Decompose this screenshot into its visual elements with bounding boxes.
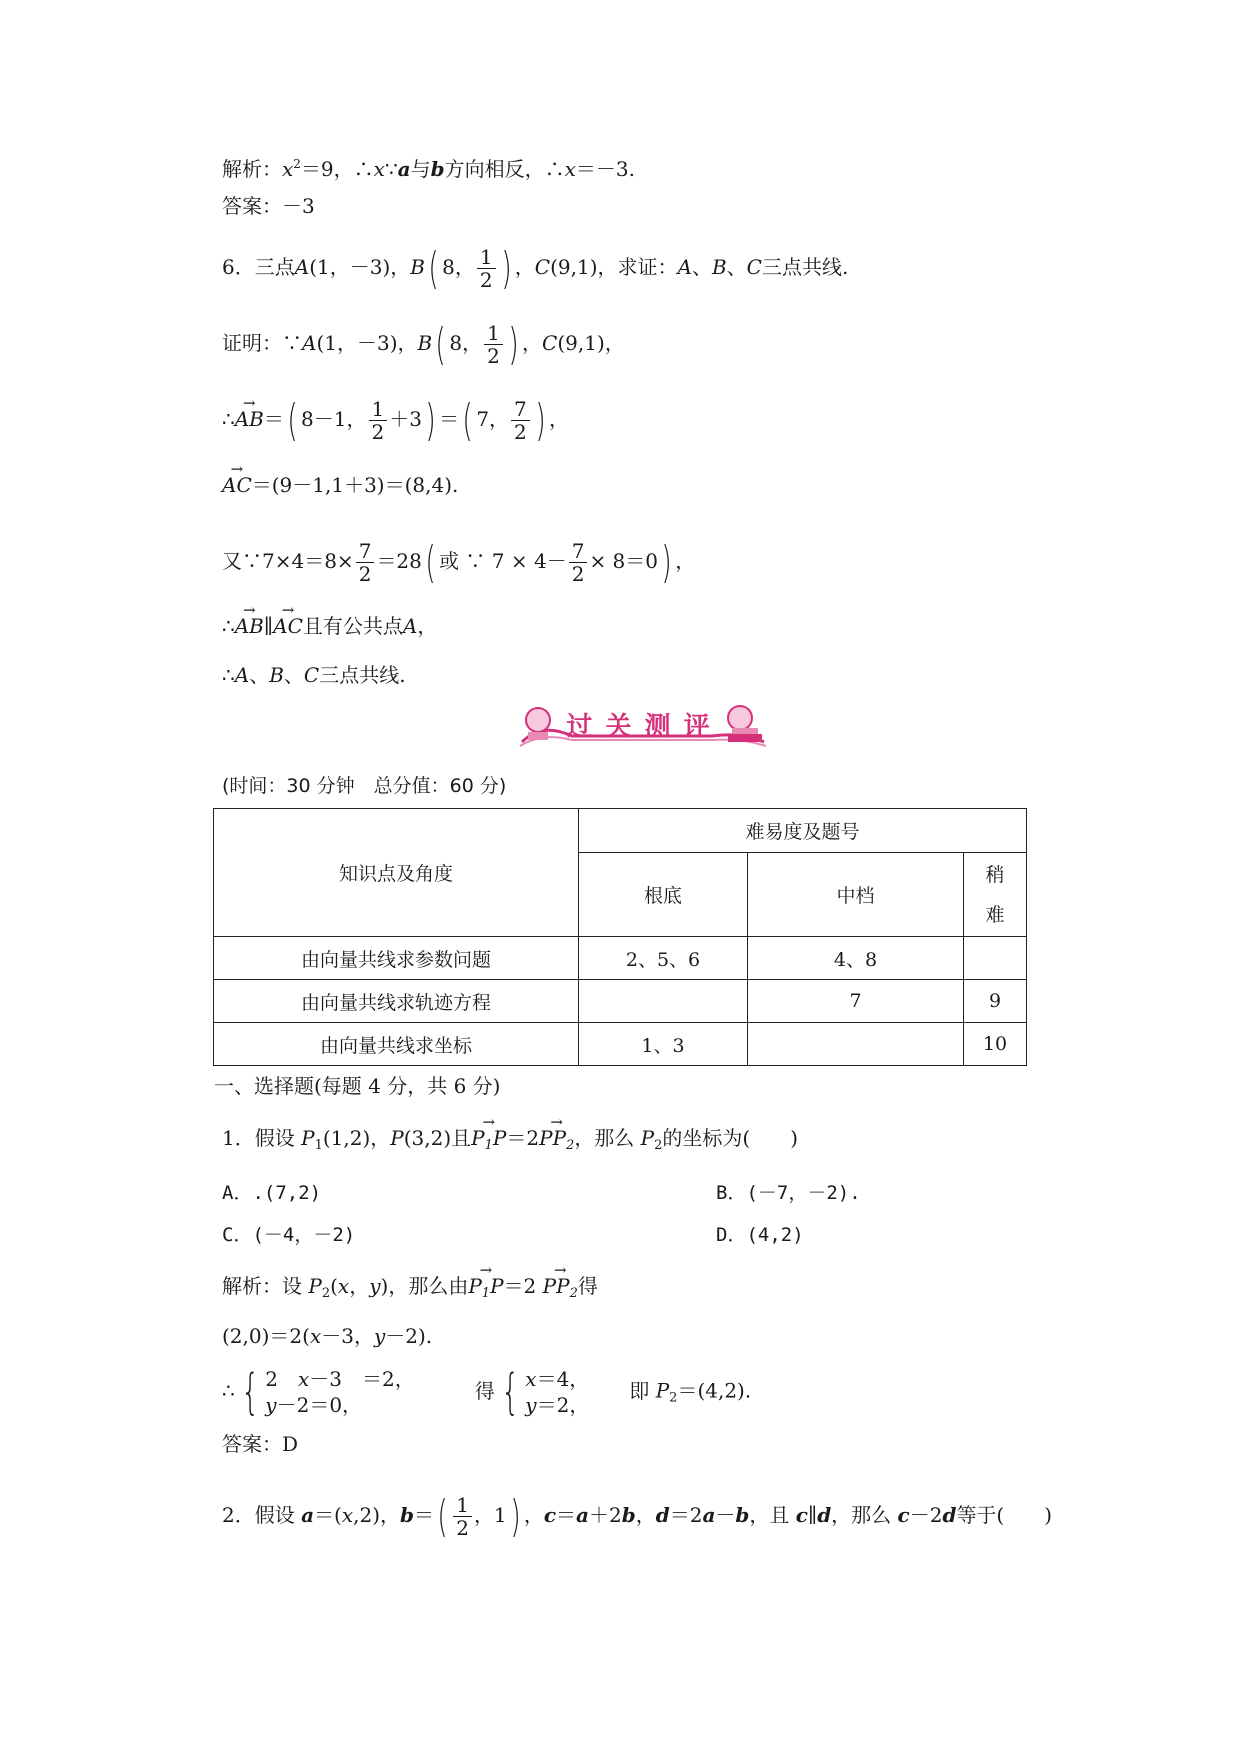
paren-right: ) [501, 242, 512, 294]
var-x: x [525, 1367, 537, 1391]
subscript: 1 [484, 1138, 493, 1153]
paren-right: ) [425, 394, 436, 446]
subscript: 2 [669, 1390, 678, 1406]
section-banner [502, 702, 778, 752]
text: ＝( [314, 1503, 342, 1527]
question-number: 6．三点 [222, 255, 295, 279]
parallel-symbol: ∥ [263, 614, 274, 638]
fraction [569, 540, 588, 585]
text: ， [349, 1274, 370, 1298]
proof-line-2 [222, 394, 569, 446]
text: 7， [476, 407, 510, 431]
therefore-symbol: ∴ [222, 614, 235, 638]
text: 等于( ) [956, 1503, 1053, 1527]
numerator: 7 [569, 540, 588, 563]
text: ＝9，∴ [300, 157, 374, 181]
label: 证明：∵ [222, 331, 302, 355]
text: 得 [474, 1378, 495, 1403]
vector-ac: → AC [222, 471, 252, 499]
var-x: x [298, 1367, 310, 1391]
text: ＝ [439, 407, 460, 431]
cell-basic: 2、5、6 [579, 937, 748, 980]
numerator: 7 [356, 540, 375, 563]
point-p: P [390, 1126, 404, 1150]
paren-right: ) [510, 1490, 521, 1542]
answer-value: D [282, 1432, 299, 1456]
text: (1,2)， [322, 1126, 391, 1150]
text: )，那么由 [380, 1274, 469, 1298]
cell-hard: 9 [964, 980, 1027, 1023]
vector-c: c [795, 1503, 808, 1527]
cell-medium: 4、8 [748, 937, 964, 980]
subscript: 1 [481, 1286, 491, 1301]
text: 1．假设 [222, 1126, 302, 1150]
paren-left: ( [462, 394, 473, 446]
vector-pp2 [539, 1124, 574, 1160]
point-b: B [417, 331, 433, 355]
denominator: 2 [456, 1516, 469, 1540]
label: 解析： [222, 157, 282, 181]
text: ＝ [556, 1503, 577, 1527]
proof-line-4 [222, 536, 696, 588]
point-c: C [303, 663, 320, 687]
therefore-symbol: ∴ [222, 1378, 235, 1403]
fraction [369, 398, 388, 443]
point-a: A [294, 255, 310, 279]
vector-a: a [702, 1503, 716, 1527]
text: － [715, 1503, 736, 1527]
var-x: x [341, 1503, 354, 1527]
therefore-symbol: ∴ [222, 407, 235, 431]
label: 答案： [222, 194, 282, 218]
coord: (1，－3)， [309, 255, 411, 279]
text: －3， [321, 1324, 374, 1348]
numerator: 1 [453, 1494, 472, 1517]
vec-part: P [490, 1274, 504, 1298]
text: ，那么 [831, 1503, 898, 1527]
because-symbol: ∵ [384, 157, 398, 181]
text: 或 ∵ 7 × 4－ [439, 549, 567, 573]
text: 方向相反，∴ [444, 157, 565, 181]
point-a: A [302, 331, 317, 355]
var-y: y [525, 1393, 537, 1417]
text: ,2)， [353, 1503, 401, 1527]
point-b: B [269, 663, 284, 687]
banner-title: 过 关 测 评 [566, 712, 712, 742]
text: ＝ [414, 1503, 435, 1527]
var-y: y [265, 1393, 277, 1417]
denominator: 2 [479, 268, 493, 292]
vector-p1p [468, 1272, 503, 1308]
paren-left: ( [428, 242, 439, 294]
table-header-row [214, 809, 1027, 853]
answer-1 [222, 1430, 298, 1458]
header-basic: 根底 [579, 853, 748, 937]
vec-part: PP [542, 1274, 570, 1298]
text: ， [548, 407, 569, 431]
text: －2 [909, 1503, 943, 1527]
numerator: 7 [511, 398, 530, 421]
solution-1-line-3 [222, 1366, 751, 1418]
header-topic: 知识点及角度 [214, 809, 579, 937]
knowledge-table [213, 808, 1027, 1066]
vec-part: P [492, 1126, 507, 1150]
var-y: y [369, 1274, 381, 1298]
var-x: x [337, 1274, 350, 1298]
point-c: C [746, 255, 762, 279]
solution-line-5 [222, 150, 635, 183]
cell-medium: 7 [748, 980, 964, 1023]
text: 、 [283, 663, 304, 687]
paren-left: ( [425, 536, 436, 588]
therefore-symbol: ∴ [222, 663, 235, 687]
vector-pp2 [543, 1272, 578, 1308]
point-b: B [711, 255, 727, 279]
text: 、 [691, 255, 712, 279]
point-p2: P [640, 1126, 655, 1150]
point-c: C [534, 255, 551, 279]
text: 8－1， [301, 407, 367, 431]
text: ＋2 [589, 1503, 622, 1527]
text: ＝2， [536, 1393, 590, 1417]
text: 三点共线. [319, 663, 406, 687]
paren-left: ( [437, 1490, 448, 1542]
table-row [214, 1023, 1027, 1066]
paren-right: ) [535, 394, 546, 446]
coord: (9,1)， [557, 331, 625, 355]
text: (2,0)＝2( [222, 1324, 310, 1348]
option-c: C．(－4，－2) [222, 1224, 356, 1246]
table-row [214, 980, 1027, 1023]
vector-ab: → AB [235, 612, 264, 640]
equation-system [525, 1366, 589, 1418]
vec-part: P [471, 1126, 485, 1150]
cell-topic: 由向量共线求坐标 [214, 1023, 579, 1066]
text: 2 [265, 1367, 299, 1391]
text: ，1 [473, 1503, 507, 1527]
fraction [453, 1494, 472, 1539]
question-2 [222, 1490, 1053, 1542]
text: 、 [249, 663, 270, 687]
vector-b: b [430, 157, 445, 181]
text: ＝(4,2). [677, 1378, 752, 1403]
text: －2＝0， [276, 1393, 363, 1417]
vector-d: d [817, 1503, 832, 1527]
table-row [214, 937, 1027, 980]
option-b: B．(－7，－2). [716, 1182, 861, 1204]
vector-c: c [543, 1503, 557, 1527]
denominator: 2 [571, 562, 585, 586]
vector-ac: → AC [273, 612, 303, 640]
proof-line-3 [222, 471, 458, 499]
fraction [484, 322, 503, 367]
header-hard-2: 难 [985, 903, 1005, 926]
vector-p1p [471, 1124, 506, 1160]
vector-c: c [897, 1503, 910, 1527]
text: 三点共线. [761, 255, 849, 279]
proof-line-6 [222, 661, 406, 689]
text: ，且 [749, 1503, 796, 1527]
vector-b: b [621, 1503, 636, 1527]
paren-right: ) [508, 318, 519, 370]
text: ＝28 [376, 549, 422, 573]
var-x: x [564, 157, 576, 181]
header-hard-1: 稍 [985, 863, 1005, 886]
point-p2: P [308, 1274, 322, 1298]
text: ， [523, 1503, 544, 1527]
text: ＝2 [503, 1274, 543, 1298]
text: × 8＝0 [589, 549, 659, 573]
vector-a: a [576, 1503, 589, 1527]
subscript: 2 [566, 1138, 575, 1153]
cell-basic: 1、3 [579, 1023, 748, 1066]
text: (9,1)，求证： [550, 255, 678, 279]
vector-a: a [301, 1503, 315, 1527]
equation-system [265, 1366, 414, 1418]
subscript: 1 [314, 1138, 323, 1153]
vector-b: b [735, 1503, 750, 1527]
point-p2: P [655, 1378, 670, 1403]
text: 与 [410, 157, 431, 181]
text: ＝ [263, 407, 284, 431]
text: ＋3 [389, 407, 422, 431]
text: ＝(9－1,1＋3)＝(8,4). [251, 473, 459, 497]
var-x: x [373, 157, 385, 181]
var-x: x [282, 157, 294, 181]
option-d: D．(4,2) [716, 1224, 804, 1246]
cell-hard [964, 937, 1027, 980]
cell-topic: 由向量共线求轨迹方程 [214, 980, 579, 1023]
paren-left: ( [435, 318, 446, 370]
fraction [356, 540, 375, 585]
text: 且有公共点 [302, 614, 403, 638]
subscript: 2 [654, 1138, 663, 1153]
numerator: 1 [369, 398, 388, 421]
text: ， [417, 614, 438, 638]
denominator: 2 [371, 420, 385, 444]
section-heading: 一、选择题(每题 4 分，共 6 分) [214, 1074, 501, 1098]
header-hard [964, 853, 1027, 937]
vec-part: PP [539, 1126, 567, 1150]
answer-line-5 [222, 192, 315, 220]
text: ， [514, 255, 535, 279]
solution-1-line-1 [222, 1272, 598, 1308]
vector-d: d [655, 1503, 670, 1527]
question-1 [222, 1124, 798, 1160]
point-b: B [410, 255, 425, 279]
point-a: A [677, 255, 692, 279]
subscript: 2 [569, 1286, 578, 1301]
text: ， [635, 1503, 656, 1527]
text: －2). [385, 1324, 433, 1348]
text: ( [330, 1274, 338, 1298]
text: 2．假设 [222, 1503, 302, 1527]
vector-ab: → AB [235, 405, 264, 433]
denominator: 2 [487, 344, 500, 368]
parallel-symbol: ∥ [807, 1503, 818, 1527]
header-difficulty: 难易度及题号 [579, 809, 1027, 853]
vector-d: d [942, 1503, 957, 1527]
coord: (1，－3)， [316, 331, 418, 355]
fraction [477, 246, 496, 291]
point-a: A [234, 663, 250, 687]
question-6 [222, 242, 849, 294]
header-medium: 中档 [748, 853, 964, 937]
cell-medium [748, 1023, 964, 1066]
coord: 8， [449, 331, 483, 355]
coord: 8， [442, 255, 475, 279]
paren-right: ) [661, 536, 672, 588]
text: 得 [577, 1274, 598, 1298]
answer-value: －3 [282, 194, 315, 218]
option-a: A．.(7,2) [222, 1182, 322, 1204]
point-p1: P [301, 1126, 315, 1150]
numerator: 1 [477, 246, 496, 269]
text: 又∵7×4＝8× [222, 549, 354, 573]
solution-1-line-2 [222, 1322, 432, 1350]
brace-left: { [240, 1364, 260, 1420]
text: 、 [726, 255, 747, 279]
paren-left: ( [287, 394, 298, 446]
text: ＝4， [536, 1367, 590, 1391]
label: 答案： [222, 1432, 282, 1456]
denominator: 2 [514, 420, 527, 444]
cell-basic [579, 980, 748, 1023]
vector-a: a [397, 157, 411, 181]
proof-line-5 [222, 612, 437, 640]
subscript: 2 [321, 1286, 331, 1301]
var-x: x [309, 1324, 322, 1348]
text: ，那么 [574, 1126, 641, 1150]
numerator: 1 [484, 322, 503, 345]
text: 解析：设 [222, 1274, 309, 1298]
text: ， [675, 549, 696, 573]
text: (3,2)且 [403, 1126, 472, 1150]
brace-left: { [500, 1364, 520, 1420]
var-y: y [373, 1324, 386, 1348]
text: －3 ＝2， [309, 1367, 415, 1391]
cell-hard: 10 [964, 1023, 1027, 1066]
proof-line-1: 证明：∵A(1，－3)，B( 8， $\frac{1}{2}$ ) ，C(9,1)， [222, 318, 625, 370]
fraction [511, 398, 530, 443]
text: 的坐标为( ) [662, 1126, 799, 1150]
text: 即 [629, 1378, 656, 1403]
text: ＝－3. [575, 157, 635, 181]
cell-topic: 由向量共线求参数问题 [214, 937, 579, 980]
denominator: 2 [358, 562, 372, 586]
vector-b: b [400, 1503, 415, 1527]
superscript: 2 [293, 157, 301, 171]
text: ＝2 [669, 1503, 703, 1527]
point-a: A [402, 614, 418, 638]
time-info: (时间：30 分钟 总分值：60 分) [222, 775, 507, 797]
point-c: C [542, 331, 558, 355]
text: ＝2 [506, 1126, 540, 1150]
vec-part: P [468, 1274, 482, 1298]
